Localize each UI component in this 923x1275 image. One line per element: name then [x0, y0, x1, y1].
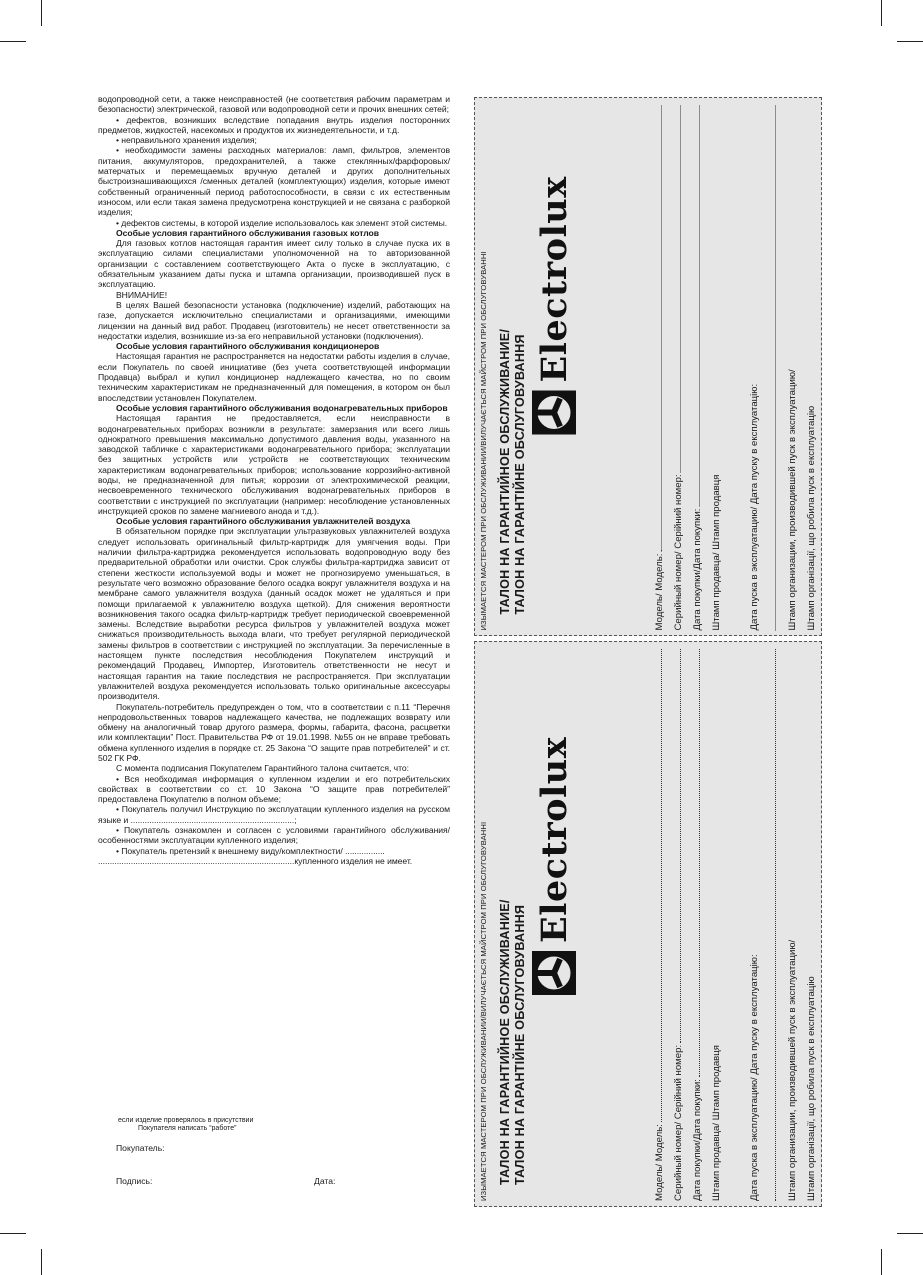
model-field[interactable]: Модель/ Модель: [646, 105, 665, 630]
model-field[interactable]: Модель/ Модель: [646, 649, 665, 1201]
text-paragraph: Покупатель-потребитель предупрежден о том, что в соответствии с п.11 “Перечня непродовольственных товаров надлежащего качества, не подлежащих возврату или обмену на аналогичный товар другого размера, формы, габарита, фасона, расцветки или комплектации” Пост. Правительства РФ от 19.01.1998. №55 он не вправе требовать обмена купленного изделия в порядке ст. 25 Закона “О защите прав потребителей” и ст. 502 ГК РФ. [98, 701, 450, 763]
coupon-title: ТАЛОН НА ГАРАНТИЙНОЕ ОБСЛУЖИВАНИЕ/ ТАЛОН НА ГАРАНТІЙНЕ ОБСЛУГОВУВАННЯ [498, 899, 527, 1185]
warranty-conditions-text [98, 94, 450, 866]
text-paragraph: В обязательном порядке при эксплуатации ультразвуковых увлажнителей воздуха следует использовать оригинальный фильтр-картридж для умягчения воды. При наличии фильтра-картриджа рекомендуется использовать водопроводную воду без предварительной обработки или очистки. Срок службы фильтра-картриджа зависит от степени жесткости используемой воды и может не прогнозируемо уменьшаться, в результате чего возможно образование белого осадка вокруг увлажнителя воздуха и на мембране самого увлажнителя воздуха (данный осадок может не удаляться и при помощи прилагаемой к увлажнителю воздуха щеткой). Для снижения вероятности возникновения такого осадка фильтр-картридж требует периодической своевременной замены. Вследствие выработки ресурса фильтров у увлажнителей воздуха может снижаться производительность выхода влаги, что требует регулярной периодической замены фильтров в соответствии с инструкцией по эксплуатации. За перечисленные в настоящем пункте последствия несоблюдения Покупателем инструкций и рекомендаций Продавец, Импортер, Изготовитель ответственности не несут и настоящая гарантия на такие последствия не распространяется. При эксплуатации увлажнителей воздуха рекомендуется использовать только оригинальные аксессуары производителя. [98, 526, 450, 702]
section-heading: Особые условия гарантийного обслуживания кондиционеров [116, 341, 380, 352]
org-stamp-field[interactable]: Штамп организации, производившей пуск в эксплуатацию/ [787, 368, 798, 630]
warranty-coupon [474, 97, 822, 636]
text-paragraph: • Покупатель получил Инструкцию по эксплуатации купленного изделия на русском языке и ......................................................................; [98, 804, 450, 825]
crop-mark [0, 41, 26, 42]
coupon-title: ТАЛОН НА ГАРАНТИЙНОЕ ОБСЛУЖИВАНИЕ/ ТАЛОН НА ГАРАНТІЙНЕ ОБСЛУГОВУВАННЯ [498, 328, 527, 614]
buyer-label: Покупатель: [116, 1143, 165, 1153]
text-paragraph: водопроводной сети, а также неисправностей (не соответствия рабочим параметрам и безопасности) электрической, газовой или водопроводной сети и прочих внешних сетей; [98, 94, 450, 115]
section-heading: Особые условия гарантийного обслуживания водонагревательных приборов [116, 402, 448, 413]
brand-name: Electrolux [533, 175, 575, 382]
launch-date-line[interactable] [760, 105, 779, 630]
serial-field[interactable]: Серийный номер/ Серійний номер: [665, 649, 684, 1201]
crop-mark [0, 1233, 26, 1234]
section-heading: Особые условия гарантийного обслуживания увлажнителей воздуха [116, 516, 411, 527]
electrolux-logo [532, 737, 576, 995]
text-paragraph: В целях Вашей безопасности установка (подключение) изделий, работающих на газе, допускается исключительно специалистами и организациями, имеющими лицензии на данный вид работ. Продавец (изготовитель) не несет ответственности за недостатки изделия, возникшие из-за его неправильной установки (подключения). [98, 299, 450, 341]
text-paragraph: • Покупатель претензий к внешнему виду/комплектности/ ................. [116, 845, 385, 856]
text-paragraph: ....................................................................................купленного изделия не имеет. [98, 855, 413, 866]
org-stamp-field[interactable]: Штамп организации, производившей пуск в эксплуатацию/ [787, 939, 798, 1201]
text-paragraph: С момента подписания Покупателем Гарантийного талона считается, что: [116, 763, 409, 774]
crop-mark [897, 41, 923, 42]
seller-stamp-field[interactable]: Штамп продавца/ Штамп продавця [711, 1045, 722, 1201]
date-label: Дата: [314, 1176, 336, 1186]
launch-date-field[interactable]: Дата пуска в эксплуатацию/ Дата пуску в експлуатацію: [749, 954, 760, 1201]
crop-mark [41, 1249, 42, 1275]
crop-mark [881, 0, 882, 26]
purchase-date-field[interactable]: Дата покупки/Дата покупки: [684, 105, 703, 630]
coupon-fields [646, 649, 817, 1201]
electrolux-logo [532, 176, 576, 434]
launch-date-field[interactable]: Дата пуска в эксплуатацию/ Дата пуску в експлуатацію: [749, 383, 760, 630]
section-heading: Особые условия гарантийного обслуживания газовых котлов [116, 227, 379, 238]
coupon-edge-text: ИЗЫМАЕТСЯ МАСТЕРОМ ПРИ ОБСЛУЖИВАНИИ/ВИЛУЧАЄТЬСЯ МАЙСТРОМ ПРИ ОБСЛУГОВУВАННІ [479, 821, 488, 1201]
text-paragraph: • необходимости замены расходных материалов: ламп, фильтров, элементов питания, аккумуляторов, предохранителей, а также стеклянных/фарфоровых/матерчатых и перемещаемых вручную деталей и других дополнительных быстроизнашивающихся /сменных деталей (комплектующих) изделия, которые имеют собственный ограниченный период работоспособности, в связи с их естественным износом, или если такая замена предусмотрена конструкцией и не связана с разборкой изделия; [98, 145, 450, 218]
text-paragraph: • неправильного хранения изделия; [116, 135, 257, 146]
org-stamp-field-ua: Штамп організації, що робила пуск в експлуатацію [806, 405, 817, 630]
crop-mark [897, 1233, 923, 1234]
electrolux-logo-icon [532, 390, 576, 434]
text-paragraph: • Покупатель ознакомлен и согласен с условиями гарантийного обслуживания/особенностями эксплуатации купленного изделия; [98, 825, 450, 846]
seller-stamp-field[interactable]: Штамп продавца/ Штамп продавця [711, 474, 722, 630]
launch-date-line[interactable] [760, 649, 779, 1201]
coupon-fields [646, 105, 817, 630]
electrolux-logo-icon [532, 951, 576, 995]
text-paragraph: • дефектов системы, в которой изделие использовалось как элемент этой системы. [116, 217, 448, 228]
org-stamp-field-ua: Штамп організації, що робила пуск в експлуатацію [806, 976, 817, 1201]
signature-label: Подпись: [116, 1176, 153, 1186]
coupon-edge-text: ИЗЫМАЕТСЯ МАСТЕРОМ ПРИ ОБСЛУЖИВАНИИ/ВИЛУЧАЄТЬСЯ МАЙСТРОМ ПРИ ОБСЛУГОВУВАННІ [479, 250, 488, 630]
text-paragraph: • дефектов, возникших вследствие попадания внутрь изделия посторонних предметов, жидкостей, насекомых и продуктов их жизнедеятельности, и т.д. [98, 114, 450, 135]
text-paragraph: Настоящая гарантия не распространяется на недостатки работы изделия в случае, если Покупатель по своей инициативе (без учета соответствующей информации Продавца) выбрал и купил кондиционер надлежащего качества, но по своим техническим характеристикам не предназначенный для помещения, в котором он был впоследствии установлен Покупателем. [98, 351, 450, 403]
text-paragraph: ВНИМАНИЕ! [116, 289, 168, 300]
text-paragraph: Для газовых котлов настоящая гарантия имеет силу только в случае пуска их в эксплуатацию силами специалистами уполномоченной на то авторизованной организации с составлением соответствующего Акта о пуске в эксплуатацию, с обязательным указанием даты пуска и штампа организации, производившей пуск в эксплуатацию. [98, 238, 450, 290]
warranty-coupon [474, 641, 822, 1207]
crop-mark [881, 1249, 882, 1275]
text-paragraph: Настоящая гарантия не предоставляется, если неисправности в водонагревательных приборах возникли в результате: замерзания или всего лишь однократного превышения максимально допустимого давления воды, указанного на заводской табличке с характеристиками водонагревательного прибора; эксплуатации без защитных устройств или устройств не соответствующих техническим характеристикам водонагревательных приборов; использование коррозийно-активной воды, не предназначенной для питья; коррозии от электрохимической реакции, несвоевременного технического обслуживания водонагревательных приборов в соответствии с инструкцией по эксплуатации (например: несоблюдение установленных инструкцией сроков по замене магниевого анода и т.д.). [98, 413, 450, 516]
crop-mark [41, 0, 42, 26]
purchase-date-field[interactable]: Дата покупки/Дата покупки: [684, 649, 703, 1201]
brand-name: Electrolux [533, 736, 575, 943]
text-paragraph: • Вся необходимая информация о купленном изделии и его потребительских свойствах в соответствии со ст. 10 Закона “О защите прав потребителей” предоставлена Покупателю в полном объеме; [98, 773, 450, 805]
serial-field[interactable]: Серийный номер/ Серійний номер: [665, 105, 684, 630]
signature-note: если изделие проверялось в присутствии Покупателя написать “работе” [118, 1117, 254, 1132]
